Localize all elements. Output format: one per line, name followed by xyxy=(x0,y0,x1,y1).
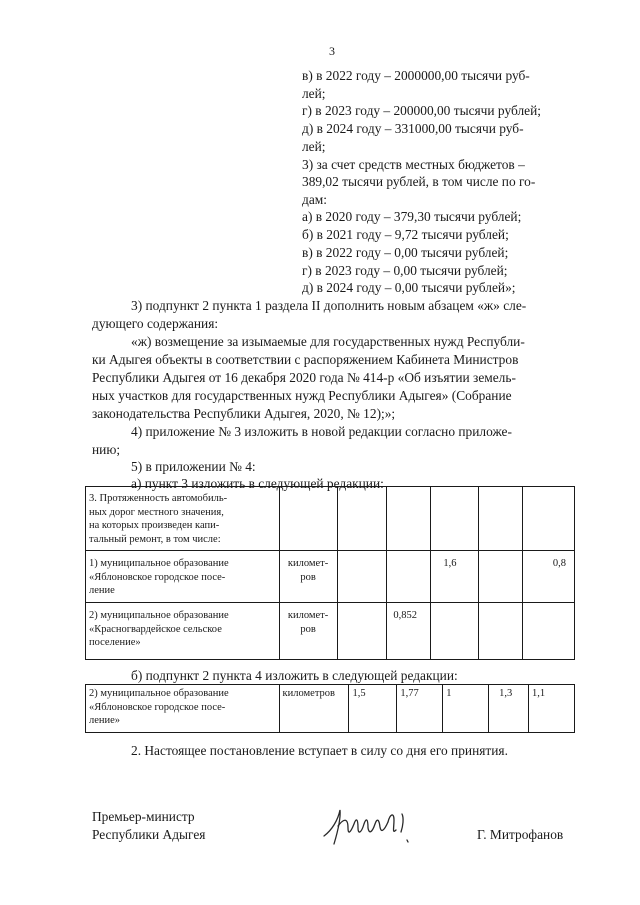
financing-line: в) в 2022 году – 2000000,00 тысячи руб- xyxy=(302,68,530,83)
table-cell xyxy=(431,487,479,551)
name-line: 2) муниципальное образование xyxy=(89,610,229,621)
handwritten-signature xyxy=(318,800,428,850)
financing-line: лей; xyxy=(302,86,326,101)
table-row xyxy=(86,487,575,551)
header-line: на которых произведен капи- xyxy=(89,520,220,532)
financing-line: г) в 2023 году – 200000,00 тысячи рублей; xyxy=(302,103,541,118)
quote-line: «ж) возмещение за изымаемые для государственных нужд Республи- xyxy=(131,334,525,349)
value-cell xyxy=(337,551,387,603)
financing-line: б) в 2021 году – 9,72 тысячи рублей; xyxy=(302,227,509,242)
financing-line: дам: xyxy=(302,192,327,207)
value-cell: 1,1 xyxy=(529,685,575,733)
row-name-cell xyxy=(86,685,280,733)
table-row xyxy=(86,551,575,603)
quote-line: ных участков для государственных нужд Республики Адыгея» (Собрание xyxy=(92,388,512,403)
item-4-line-2: нию; xyxy=(92,442,121,457)
value-cell: 0,8 xyxy=(523,551,575,603)
quote-line: ки Адыгея объекты в соответствии с распоряжением Кабинета Министров xyxy=(92,352,519,367)
value-cell: 1 xyxy=(443,685,489,733)
row-name-cell xyxy=(86,603,280,660)
unit-cell: километров xyxy=(279,685,349,733)
value-cell: 0,852 xyxy=(387,603,431,660)
unit-line: километ- xyxy=(287,610,329,621)
name-line: «Яблоновское городское посе- xyxy=(89,571,226,583)
table-cell xyxy=(279,487,337,551)
value-cell xyxy=(479,551,523,603)
name-line: ление» xyxy=(89,715,121,727)
header-line: ных дорог местного значения, xyxy=(89,506,224,518)
table-row xyxy=(86,685,575,733)
unit-cell xyxy=(279,603,337,660)
unit-line: ров xyxy=(300,571,316,583)
table-cell xyxy=(387,487,431,551)
item-3-line-2: дующего содержания: xyxy=(92,316,219,331)
item-5-sub-b: б) подпункт 2 пункта 4 изложить в следующей редакции: xyxy=(131,668,458,683)
financing-line: лей; xyxy=(302,139,326,154)
financing-line: д) в 2024 году – 331000,00 тысячи руб- xyxy=(302,121,524,136)
value-cell xyxy=(387,551,431,603)
table-b xyxy=(85,684,575,733)
value-cell: 1,6 xyxy=(431,551,479,603)
signatory-name: Г. Митрофанов xyxy=(477,827,564,842)
signatory-title-line-2: Республики Адыгея xyxy=(92,827,206,842)
header-line: тальный ремонт, в том числе: xyxy=(89,533,221,545)
table-cell xyxy=(337,487,387,551)
closing-paragraph: 2. Настоящее постановление вступает в силу со дня его принятия. xyxy=(131,743,508,758)
name-line: 2) муниципальное образование xyxy=(89,688,229,699)
table-a xyxy=(85,486,575,660)
item-3-line-1: 3) подпункт 2 пункта 1 раздела II дополнить новым абзацем «ж» сле- xyxy=(131,298,527,313)
financing-line: г) в 2023 году – 0,00 тысячи рублей; xyxy=(302,263,508,278)
table-a-header-cell xyxy=(86,487,280,551)
financing-line: в) в 2022 году – 0,00 тысячи рублей; xyxy=(302,245,509,260)
table-cell xyxy=(479,487,523,551)
header-line: 3. Протяженность автомобиль- xyxy=(89,493,228,504)
value-cell xyxy=(479,603,523,660)
item-4-line-1: 4) приложение № 3 изложить в новой редакции согласно приложе- xyxy=(131,424,512,439)
value-cell: 1,3 xyxy=(489,685,529,733)
name-line: «Красногвардейское сельское xyxy=(89,623,222,635)
name-line: «Яблоновское городское посе- xyxy=(89,701,226,713)
value-cell xyxy=(523,603,575,660)
signatory-title-line-1: Премьер-министр xyxy=(92,809,195,824)
value-cell xyxy=(431,603,479,660)
table-cell xyxy=(523,487,575,551)
unit-line: километ- xyxy=(287,558,329,569)
table-row xyxy=(86,603,575,660)
financing-line: 3) за счет средств местных бюджетов – xyxy=(302,157,525,172)
name-line: поселение» xyxy=(89,637,141,649)
name-line: 1) муниципальное образование xyxy=(89,558,229,569)
item-5-sub-a: а) пункт 3 изложить в следующей редакции: xyxy=(131,476,384,491)
financing-line: а) в 2020 году – 379,30 тысячи рублей; xyxy=(302,209,522,224)
item-5-line-1: 5) в приложении № 4: xyxy=(131,459,256,474)
name-line: ление xyxy=(89,585,115,597)
quote-line: Республики Адыгея от 16 декабря 2020 года № 414-р «Об изъятии земель- xyxy=(92,370,516,385)
financing-line: д) в 2024 году – 0,00 тысячи рублей»; xyxy=(302,280,516,295)
value-cell: 1,5 xyxy=(349,685,397,733)
row-name-cell xyxy=(86,551,280,603)
quote-line: законодательства Республики Адыгея, 2020, № 12);»; xyxy=(92,406,396,421)
unit-line: ров xyxy=(300,623,316,635)
unit-cell xyxy=(279,551,337,603)
value-cell xyxy=(337,603,387,660)
financing-line: 389,02 тысячи рублей, в том числе по го- xyxy=(302,174,536,189)
page-number: 3 xyxy=(329,44,335,58)
value-cell: 1,77 xyxy=(397,685,443,733)
